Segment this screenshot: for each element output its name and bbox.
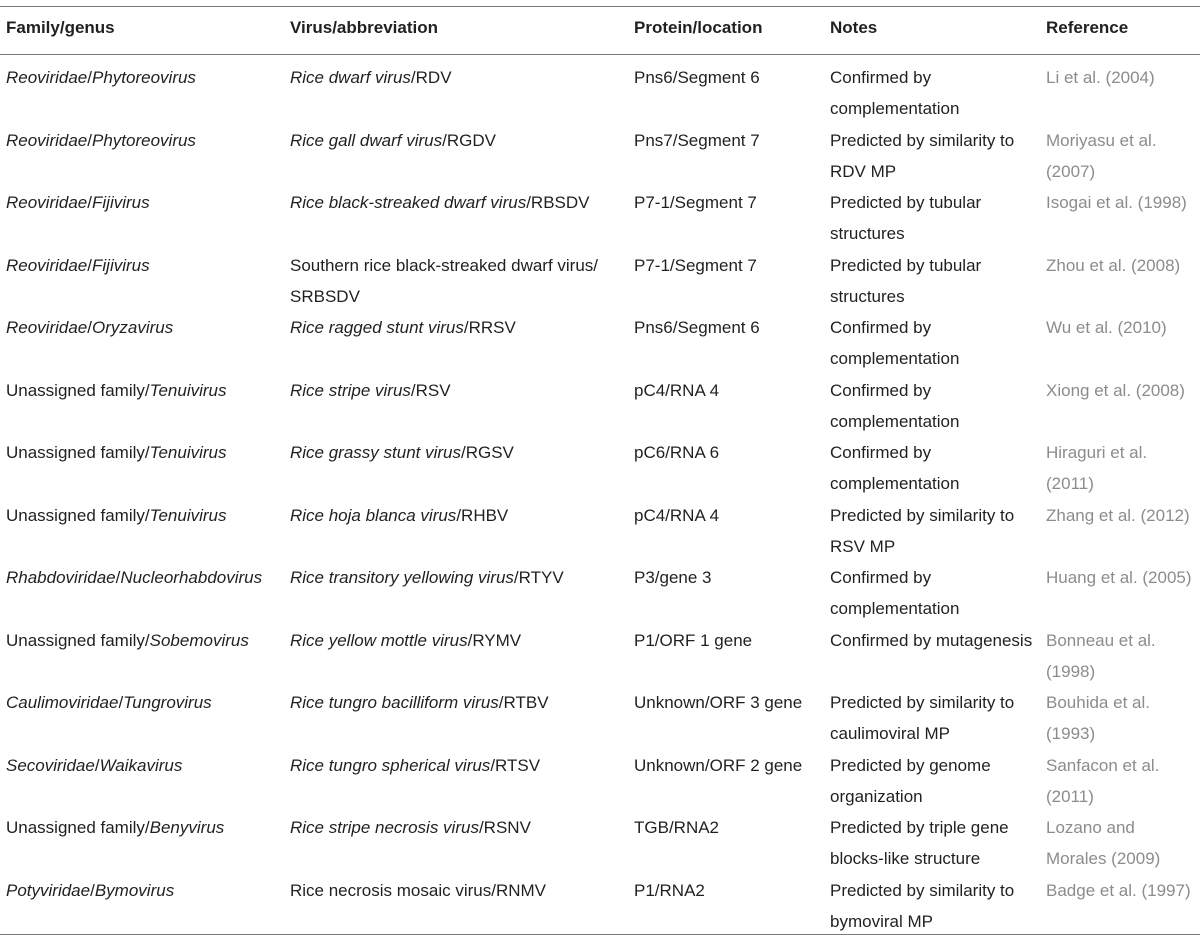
table-row — [0, 562, 1200, 625]
cell-virus-abbreviation — [290, 750, 630, 781]
cell-notes: Confirmed by complementation — [830, 568, 960, 618]
cell-protein-location: Pns6/Segment 6 — [634, 318, 760, 337]
cell-family-genus: Unassigned family/Sobemovirus — [6, 630, 249, 650]
virus-abbreviation: /RTBV — [498, 693, 549, 712]
cell-virus-abbreviation — [290, 437, 630, 468]
table-row — [0, 312, 1200, 375]
virus-abbreviation: /RBSDV — [526, 193, 590, 212]
genus-name: Oryzavirus — [92, 318, 174, 337]
family-name: Unassigned family — [6, 630, 145, 650]
cell-virus-abbreviation — [290, 875, 630, 906]
genus-name: Nucleorhabdovirus — [120, 568, 263, 587]
header-rule — [0, 54, 1200, 55]
cell-protein-location: Unknown/ORF 2 gene — [634, 755, 803, 775]
virus-abbreviation: /RGSV — [461, 443, 514, 462]
genus-name: Phytoreovirus — [92, 68, 196, 87]
cell-family-genus: Unassigned family/Tenuivirus — [6, 443, 227, 462]
virus-abbreviation: /RYMV — [467, 630, 522, 650]
cell-virus-abbreviation — [290, 250, 630, 312]
cell-notes: Predicted by tubular structures — [830, 193, 982, 243]
genus-name: Phytoreovirus — [92, 130, 196, 150]
cell-reference: Moriyasu et al. (2007) — [1046, 130, 1157, 181]
genus-name: Sobemovirus — [149, 630, 249, 650]
virus-name: Rice tungro spherical virus — [290, 755, 491, 775]
table-body — [0, 62, 1200, 937]
table-row — [0, 812, 1200, 875]
cell-protein-location: TGB/RNA2 — [634, 818, 720, 837]
cell-virus-abbreviation — [290, 312, 630, 343]
cell-protein-location: P1/ORF 1 gene — [634, 630, 753, 650]
cell-virus-abbreviation — [290, 625, 630, 656]
cell-family-genus: Unassigned family/Tenuivirus — [6, 380, 227, 400]
cell-notes: Predicted by triple gene blocks-like structure — [830, 818, 1009, 868]
cell-reference: Xiong et al. (2008) — [1046, 380, 1185, 400]
bottom-rule — [0, 934, 1200, 935]
family-name: Reoviridae — [6, 130, 88, 150]
cell-notes: Predicted by similarity to caulimoviral MP — [830, 693, 1015, 743]
cell-notes: Confirmed by complementation — [830, 380, 960, 431]
genus-name: Tenuivirus — [149, 443, 227, 462]
genus-name: Tungrovirus — [123, 693, 212, 712]
cell-notes: Confirmed by complementation — [830, 318, 960, 368]
cell-family-genus: Secoviridae/Waikavirus — [6, 755, 183, 775]
table-header — [0, 18, 1200, 44]
family-name: Unassigned family — [6, 380, 145, 400]
cell-family-genus: Rhabdoviridae/Nucleorhabdovirus — [6, 568, 263, 587]
cell-notes: Confirmed by complementation — [830, 68, 960, 118]
virus-name: Rice grassy stunt virus — [290, 443, 461, 462]
family-name: Secoviridae — [6, 755, 95, 775]
virus-abbreviation: /RDV — [410, 68, 452, 87]
genus-name: Tenuivirus — [149, 380, 227, 400]
cell-notes: Confirmed by complementation — [830, 443, 960, 493]
virus-abbreviation: /RGDV — [442, 130, 496, 150]
cell-protein-location: Pns6/Segment 6 — [634, 68, 760, 87]
table-row — [0, 437, 1200, 500]
cell-notes: Confirmed by mutagenesis — [830, 630, 1033, 650]
cell-reference: Zhou et al. (2008) — [1046, 255, 1181, 275]
family-name: Potyviridae — [6, 880, 91, 900]
genus-name: Waikavirus — [99, 755, 183, 775]
virus-abbreviation: /RSNV — [478, 818, 531, 837]
table-row — [0, 625, 1200, 688]
cell-family-genus: Reoviridae/Oryzavirus — [6, 318, 174, 337]
family-name: Rhabdoviridae — [6, 568, 116, 587]
virus-abbreviation: /RSV — [410, 380, 451, 400]
virus-name: Southern rice black-streaked dwarf virus — [290, 255, 594, 275]
cell-virus-abbreviation — [290, 62, 630, 93]
virus-abbreviation: /RNMV — [491, 880, 547, 900]
cell-reference: Hiraguri et al. (2011) — [1046, 443, 1148, 493]
cell-reference: Sanfacon et al. (2011) — [1046, 755, 1160, 806]
cell-virus-abbreviation — [290, 500, 630, 531]
family-name: Unassigned family — [6, 443, 145, 462]
table-row — [0, 125, 1200, 188]
family-name: Unassigned family — [6, 505, 145, 525]
virus-name: Rice dwarf virus — [290, 68, 411, 87]
cell-reference: Zhang et al. (2012) — [1046, 505, 1190, 525]
virus-abbreviation: /RRSV — [463, 318, 516, 337]
table-row — [0, 187, 1200, 250]
table-row — [0, 375, 1200, 438]
table-row — [0, 62, 1200, 125]
cell-protein-location: P7-1/Segment 7 — [634, 255, 757, 275]
cell-notes: Predicted by similarity to RSV MP — [830, 505, 1015, 556]
cell-protein-location: Pns7/Segment 7 — [634, 130, 760, 150]
cell-family-genus: Reoviridae/Fijivirus — [6, 193, 150, 212]
virus-name: Rice transitory yellowing virus — [290, 568, 514, 587]
genus-name: Tenuivirus — [149, 505, 227, 525]
table-row — [0, 687, 1200, 750]
virus-abbreviation: / SRBSDV — [290, 255, 599, 306]
virus-name: Rice stripe virus — [290, 380, 411, 400]
cell-reference: Huang et al. (2005) — [1046, 568, 1192, 587]
cell-virus-abbreviation — [290, 125, 630, 156]
virus-abbreviation: /RTSV — [490, 755, 541, 775]
family-name: Reoviridae — [6, 318, 88, 337]
cell-family-genus: Reoviridae/Fijivirus — [6, 255, 150, 275]
virus-abbreviation: /RTYV — [513, 568, 564, 587]
cell-reference: Li et al. (2004) — [1046, 68, 1155, 87]
cell-family-genus: Caulimoviridae/Tungrovirus — [6, 693, 212, 712]
virus-name: Rice black-streaked dwarf virus — [290, 193, 527, 212]
cell-virus-abbreviation — [290, 375, 630, 406]
cell-protein-location: pC4/RNA 4 — [634, 380, 720, 400]
cell-protein-location: pC6/RNA 6 — [634, 443, 720, 462]
family-name: Reoviridae — [6, 193, 88, 212]
virus-name: Rice necrosis mosaic virus — [290, 880, 492, 900]
family-name: Caulimoviridae — [6, 693, 119, 712]
cell-family-genus: Unassigned family/Tenuivirus — [6, 505, 227, 525]
family-name: Unassigned family — [6, 818, 145, 837]
header-reference: Reference — [1046, 18, 1129, 37]
header-protein-location: Protein/location — [634, 18, 763, 37]
cell-virus-abbreviation — [290, 687, 630, 718]
cell-protein-location: P7-1/Segment 7 — [634, 193, 757, 212]
cell-protein-location: P3/gene 3 — [634, 568, 712, 587]
cell-protein-location: Unknown/ORF 3 gene — [634, 693, 803, 712]
header-notes: Notes — [830, 18, 878, 37]
genus-name: Benyvirus — [149, 818, 225, 837]
cell-family-genus: Unassigned family/Benyvirus — [6, 818, 225, 837]
cell-protein-location: pC4/RNA 4 — [634, 505, 720, 525]
genus-name: Fijivirus — [92, 255, 150, 275]
cell-notes: Predicted by tubular structures — [830, 255, 982, 306]
genus-name: Bymovirus — [94, 880, 175, 900]
cell-virus-abbreviation — [290, 187, 630, 218]
table-row — [0, 875, 1200, 938]
virus-name: Rice hoja blanca virus — [290, 505, 457, 525]
table-row — [0, 500, 1200, 563]
cell-protein-location: P1/RNA2 — [634, 880, 705, 900]
header-family-genus: Family/genus — [6, 18, 115, 37]
cell-family-genus: Reoviridae/Phytoreovirus — [6, 68, 196, 87]
header-virus-abbreviation: Virus/abbreviation — [290, 18, 439, 37]
virus-name: Rice stripe necrosis virus — [290, 818, 479, 837]
virus-name: Rice ragged stunt virus — [290, 318, 464, 337]
cell-reference: Bonneau et al. (1998) — [1046, 630, 1156, 681]
cell-notes: Predicted by similarity to RDV MP — [830, 130, 1015, 181]
virus-name: Rice yellow mottle virus — [290, 630, 468, 650]
table-row — [0, 250, 1200, 313]
top-rule — [0, 6, 1200, 7]
table-row — [0, 750, 1200, 813]
cell-reference: Badge et al. (1997) — [1046, 880, 1191, 900]
family-name: Reoviridae — [6, 68, 88, 87]
cell-reference: Wu et al. (2010) — [1046, 318, 1167, 337]
virus-name: Rice tungro bacilliform virus — [290, 693, 499, 712]
family-name: Reoviridae — [6, 255, 88, 275]
cell-family-genus: Reoviridae/Phytoreovirus — [6, 130, 196, 150]
cell-notes: Predicted by genome organization — [830, 755, 991, 806]
virus-name: Rice gall dwarf virus — [290, 130, 443, 150]
cell-virus-abbreviation — [290, 812, 630, 843]
cell-family-genus: Potyviridae/Bymovirus — [6, 880, 175, 900]
virus-abbreviation: /RHBV — [456, 505, 509, 525]
cell-notes: Predicted by similarity to bymoviral MP — [830, 880, 1015, 931]
cell-reference: Lozano and Morales (2009) — [1046, 818, 1161, 868]
cell-reference: Bouhida et al. (1993) — [1046, 693, 1150, 743]
cell-virus-abbreviation — [290, 562, 630, 593]
cell-reference: Isogai et al. (1998) — [1046, 193, 1187, 212]
genus-name: Fijivirus — [92, 193, 150, 212]
